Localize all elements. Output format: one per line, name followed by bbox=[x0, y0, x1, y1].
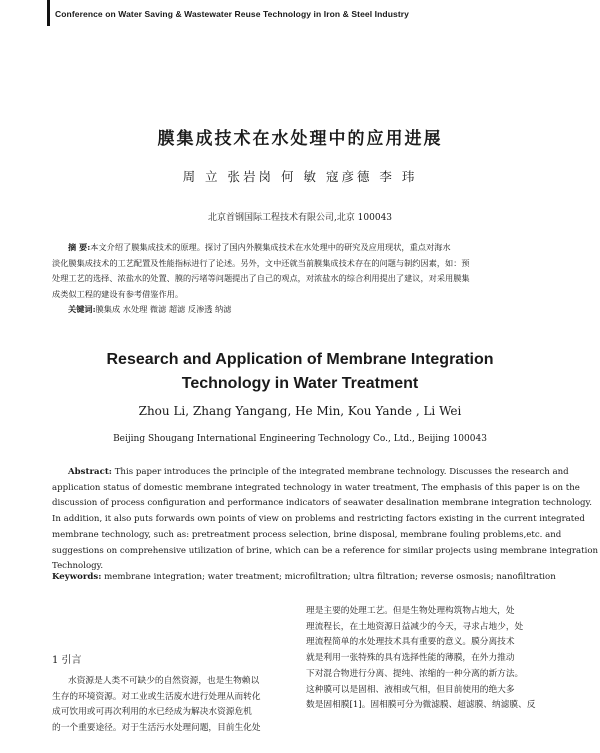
body-right-column bbox=[306, 604, 556, 714]
body-line: 数是固相膜[1]。固相膜可分为微滤膜、超滤膜、纳滤膜、反 bbox=[306, 700, 536, 711]
body-line: 理流程长，在土地资源日益减少的今天，寻求占地少，处 bbox=[306, 621, 524, 632]
english-abstract-label: Abstract: bbox=[68, 467, 112, 477]
english-abstract-line: Technology. bbox=[52, 561, 104, 572]
english-title-line: Research and Application of Membrane Integration bbox=[106, 351, 494, 368]
body-line: 成可饮用或可再次利用的水已经成为解决水资源危机 bbox=[52, 707, 252, 718]
header-rule bbox=[47, 0, 50, 26]
section-heading: 1 引言 bbox=[52, 655, 82, 666]
chinese-keywords-line bbox=[52, 302, 552, 318]
body-line: 下对混合物进行分离、提纯、浓缩的一种分离的新方法。 bbox=[306, 668, 524, 679]
body-line: 的一个重要途径。对于生活污水处理问题，目前生化处 bbox=[52, 723, 261, 734]
chinese-abstract-line: 摘 要:本文介绍了膜集成技术的原理。探讨了国内外膜集成技术在水处理中的研究及应用现状，重点对海水 bbox=[68, 242, 451, 252]
english-title bbox=[0, 348, 600, 396]
chinese-abstract-line: 处理工艺的选择、浓盐水的处置、膜的污堵等问题提出了自己的观点，对浓盐水的综合利用提出了建议，对采用膜集 bbox=[52, 273, 470, 284]
body-line: 理是主要的处理工艺。但是生物处理构筑物占地大，处 bbox=[306, 606, 515, 616]
body-line: 生存的环境资源。对工业或生活废水进行处理从而转化 bbox=[52, 691, 261, 702]
chinese-title: 膜集成技术在水处理中的应用进展 bbox=[157, 129, 443, 149]
english-abstract-line: application status of domestic membrane integrated technology in water treatment, The emphasis of this paper is on the bbox=[52, 482, 580, 493]
chinese-abstract-line: 成类似工程的建设有参考借鉴作用。 bbox=[52, 288, 184, 299]
english-abstract-line: membrane technology, such as: pretreatment process selection, brine disposal, membrane fouling problems,etc. and bbox=[52, 529, 562, 540]
chinese-authors: 周 立 张岩岗 何 敏 寇彦德 李 玮 bbox=[182, 169, 418, 184]
chinese-keywords: 膜集成 水处理 微滤 超滤 反渗透 纳滤 bbox=[95, 304, 232, 315]
english-abstract-line: discussion of process configuration and performance indicators of seawater desalination membrane integration technology. bbox=[52, 498, 592, 509]
chinese-abstract-line: 淡化膜集成技术的工艺配置及性能指标进行了论述。另外，文中还就当前膜集成技术存在的问题与制约因素，如：预 bbox=[52, 257, 470, 268]
english-authors: Zhou Li, Zhang Yangang, He Min, Kou Yande , Li Wei bbox=[138, 404, 462, 418]
english-abstract-line: In addition, it also puts forwards own points of view on problems and restricting factors existing in the current integrated bbox=[52, 514, 585, 525]
english-abstract-line: Abstract: This paper introduces the principle of the integrated membrane technology. Discusses the research and bbox=[68, 467, 569, 477]
english-abstract bbox=[52, 465, 599, 575]
chinese-abstract bbox=[52, 240, 552, 318]
english-abstract-line: suggestions on comprehensive utilization of brine, which can be a reference for similar projects using membrane integration bbox=[52, 545, 599, 556]
english-keywords: Keywords: membrane integration; water treatment; microfiltration; ultra filtration; reverse osmosis; nanofiltration bbox=[52, 572, 556, 582]
body-line: 这种膜可以是固相、液相或气相，但目前使用的绝大多 bbox=[306, 684, 515, 695]
body-line: 就是利用一张特殊的具有选择性能的薄膜，在外力推动 bbox=[306, 653, 515, 664]
english-title-line: Technology in Water Treatment bbox=[181, 375, 419, 392]
chinese-keywords-label: 关键词: bbox=[68, 304, 96, 315]
running-header: Conference on Water Saving & Wastewater Reuse Technology in Iron & Steel Industry bbox=[55, 9, 409, 19]
english-keywords-label: Keywords: bbox=[52, 572, 102, 582]
chinese-affiliation: 北京首钢国际工程技术有限公司,北京 100043 bbox=[207, 213, 393, 223]
body-line: 水资源是人类不可缺少的自然资源，也是生物赖以 bbox=[68, 676, 260, 686]
body-line: 理流程简单的水处理技术具有重要的意义。膜分离技术 bbox=[306, 637, 515, 648]
body-left-column bbox=[52, 674, 292, 737]
chinese-abstract-label: 摘 要: bbox=[68, 242, 91, 252]
english-affiliation: Beijing Shougang International Engineering Technology Co., Ltd., Beijing 100043 bbox=[113, 434, 487, 444]
